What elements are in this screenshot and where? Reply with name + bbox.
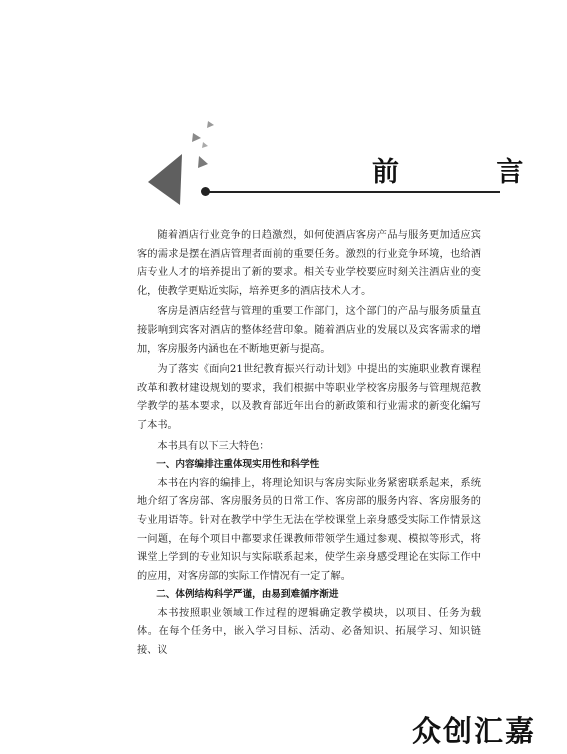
small-triangle-4 — [202, 142, 208, 148]
small-triangle-1 — [198, 156, 208, 168]
small-triangle-3 — [207, 121, 214, 128]
title-rule — [208, 191, 500, 193]
section-heading: 二、体例结构科学严谨，由易到难循序渐进 — [156, 589, 339, 601]
paragraph: 为了落实《面向21世纪教育振兴行动计划》中提出的实施职业教育课程改革和教材建设规划的要求，我们根据中等职业学校客房服务与管理规范教学教学的基本要求，以及教育部近年出台的新政策和行业需求的新变化编写了本书。 — [137, 364, 481, 431]
page-title: 前 言 — [372, 157, 567, 188]
paragraph: 客房是酒店经营与管理的重要工作部门，这个部门的产品与服务质量直接影响到宾客对酒店的整体经营印象。随着酒店业的发展以及宾客需求的增加，客房服务内涵也在不断地更新与提高。 — [137, 306, 481, 355]
small-triangle-2 — [192, 133, 201, 142]
section-heading: 一、内容编排注重体现实用性和科学性 — [156, 459, 320, 471]
paragraph: 本书按照职业领域工作过程的逻辑确定教学模块，以项目、任务为载体。在每个任务中，嵌入学习目标、活动、必备知识、拓展学习、知识链接、议 — [137, 607, 481, 657]
preface-body — [137, 227, 481, 661]
watermark-logo: 众创汇嘉 — [411, 714, 536, 748]
large-triangle — [148, 154, 182, 205]
paragraph: 本书在内容的编排上，将理论知识与客房实际业务紧密联系起来，系统地介绍了客房部、客房服务员的日常工作、客房部的服务内容、客房服务的专业用语等。针对在教学中学生无法在学校课堂上亲身感受实际工作情景这一问题，在每个项目中都要求任课教师带领学生通过参观、模拟等形式，将课堂上学到的专业知识与实际联系起来，使学生亲身感受理论在实际工作中的应用，对客房部的实际工作情况有一定了解。 — [137, 477, 481, 582]
paragraph: 本书具有以下三大特色： — [157, 440, 270, 452]
paragraph: 随着酒店行业竞争的日趋激烈，如何使酒店客房产品与服务更加适应宾客的需求是摆在酒店管理者面前的重要任务。激烈的行业竞争环境，也给酒店专业人才的培养提出了新的要求。相关专业学校要应时刻关注酒店业的变化，使教学更贴近实际，培养更多的酒店技术人才。 — [137, 230, 481, 297]
